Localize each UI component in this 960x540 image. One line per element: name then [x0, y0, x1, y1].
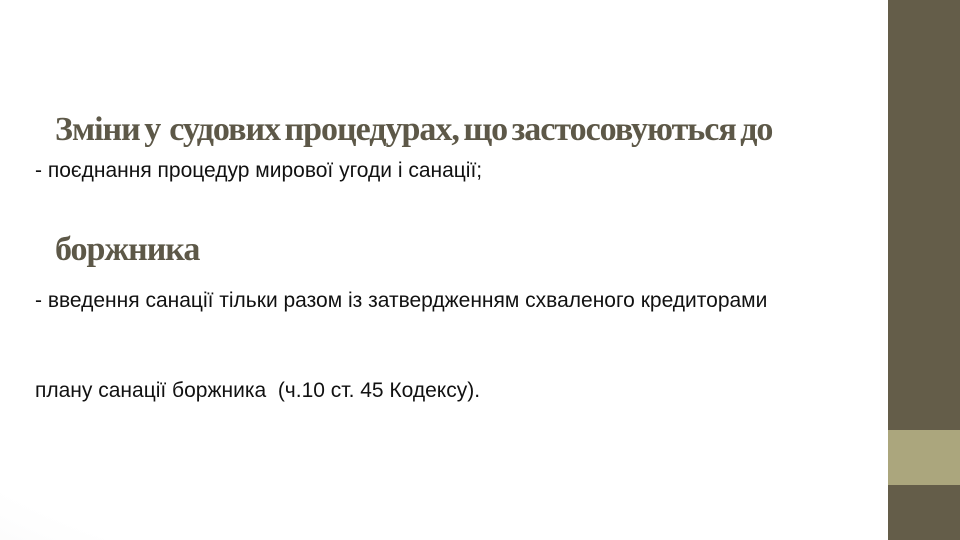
bullet-item-2-line-1: - введення санації тільки разом із затвердженням схваленого кредиторами: [35, 289, 768, 312]
bullet-item-1: - поєднання процедур мирової угоди і санації;: [35, 159, 483, 182]
right-accent-bar: [888, 0, 960, 540]
bullet-item-2: [35, 226, 855, 466]
bullet-item-2-line-2: плану санації боржника (ч.10 ст. 45 Кодексу).: [35, 379, 481, 402]
slide-title-line-2: боржника: [55, 231, 200, 268]
accent-light-block: [888, 430, 960, 485]
slide-title-line-1: Зміни у судових процедурах, що застосовуються до: [55, 111, 773, 148]
